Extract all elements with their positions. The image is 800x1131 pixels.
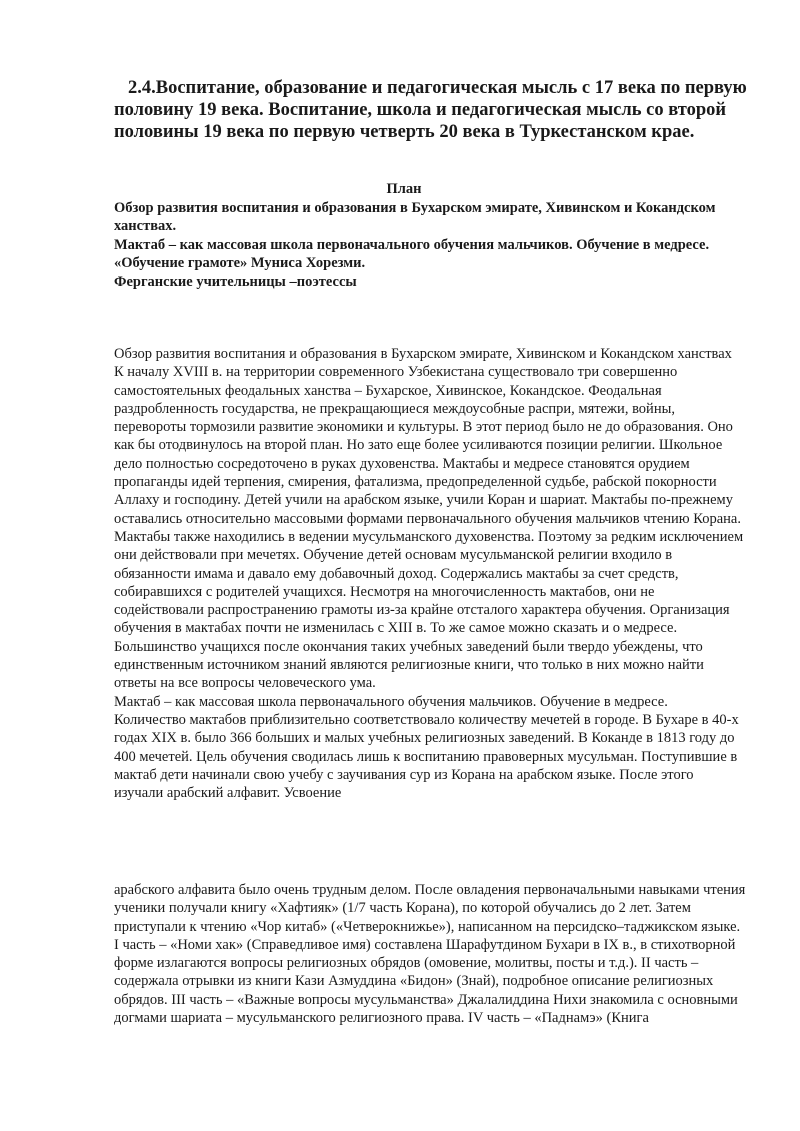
body-text — [114, 345, 746, 802]
paragraph: К началу XVIII в. на территории современного Узбекистана существовало три совершенно самостоятельных феодальных ханства – Бухарское, Хивинское, Кокандское. Феодальная раздробленность государства, не прекращающиеся междоусобные распри, мятежи, войны, перевороты тормозили развитие экономики и культуры. В этот период было не до образования. Оно как бы отодвинулось на второй план. Но зато еще более усиливаются позиции религии. Школьное дело полностью сосредоточено в руках духовенства. Мактабы и медресе становятся орудием пропаганды идей терпения, смирения, фатализма, предопределенной судьбе, рабской покорности Аллаху и господину. Детей учили на арабском языке, учили Коран и шариат. Мактабы по-прежнему оставались относительно массовыми формами первоначального обучения мальчиков чтению Корана. Мактабы также находились в ведении мусульманского духовенства. Поэтому за редким исключением они действовали при мечетях. Обучение детей основам мусульманской религии входило в обязанности имама и давало ему добавочный доход. Содержались мактабы за счет средств, собиравшихся с родителей учащихся. Несмотря на многочисленность мактабов, они не содействовали распространению грамоты из-за крайне отсталого характера обучения. Организация обучения в мактабах почти не изменилась с XIII в. То же самое можно сказать и о медресе. Большинство учащихся после окончания таких учебных заведений были твердо убеждены, что единственным источником знаний являются религиозные книги, что только в них можно найти ответы на все вопросы человеческого ума. — [114, 364, 744, 692]
plan-item: Обзор развития воспитания и образования в Бухарском эмирате, Хивинском и Кокандском ханствах. — [114, 200, 716, 235]
plan-item: Ферганские учительницы –поэтессы — [114, 273, 357, 290]
plan-item: Мактаб – как массовая школа первоначального обучения мальчиков. Обучение в медресе. — [114, 236, 710, 253]
body-text-continued — [114, 881, 746, 1027]
section-heading: Обзор развития воспитания и образования в Бухарском эмирате, Хивинском и Кокандском ханствах — [114, 346, 732, 362]
plan-list — [114, 199, 734, 291]
paragraph: Количество мактабов приблизительно соответствовало количеству мечетей в городе. В Бухаре в 40-х годах XIX в. было 366 больших и малых учебных религиозных заведений. В Коканде в 1813 году до 400 мечетей. Цель обучения сводилась лишь к воспитанию правоверных мусульман. Поступившие в мактаб дети начинали свою учебу с заучивания сур из Корана на арабском языке. После этого изучали арабский алфавит. Усвоение — [114, 711, 739, 802]
paragraph: арабского алфавита было очень трудным делом. После овладения первоначальными навыками чтения ученики получали книгу «Хафтияк» (1/7 часть Корана), по которой обучались до 2 лет. Затем приступали к чтению «Чор китаб» («Четверокнижье»), написанном на персидско–таджикском языке. I часть – «Номи хак» (Справедливое имя) составлена Шарафутдином Бухари в IX в., в стихотворной форме излагаются вопросы религиозных обрядов (омовение, молитвы, посты и т.д.). II часть – содержала отрывки из книги Кази Азмуддина «Бидон» (Знай), подробное описание религиозных обрядов. III часть – «Важные вопросы мусульманства» Джалалиддина Нихи знакомила с основными догмами шариата – мусульманского религиозного права. IV часть – «Паднамэ» (Книга — [114, 882, 746, 1027]
plan-item: «Обучение грамоте» Муниса Хорезми. — [114, 255, 366, 272]
page-title: 2.4.Воспитание, образование и педагогическая мысль с 17 века по первую половину 19 века. Воспитание, школа и педагогическая мысль со второй половины 19 века по первую четверть 20 века в Туркестанском крае. — [114, 78, 747, 142]
plan-heading: План — [386, 181, 422, 197]
section-heading: Мактаб – как массовая школа первоначального обучения мальчиков. Обучение в медресе. — [114, 693, 668, 710]
